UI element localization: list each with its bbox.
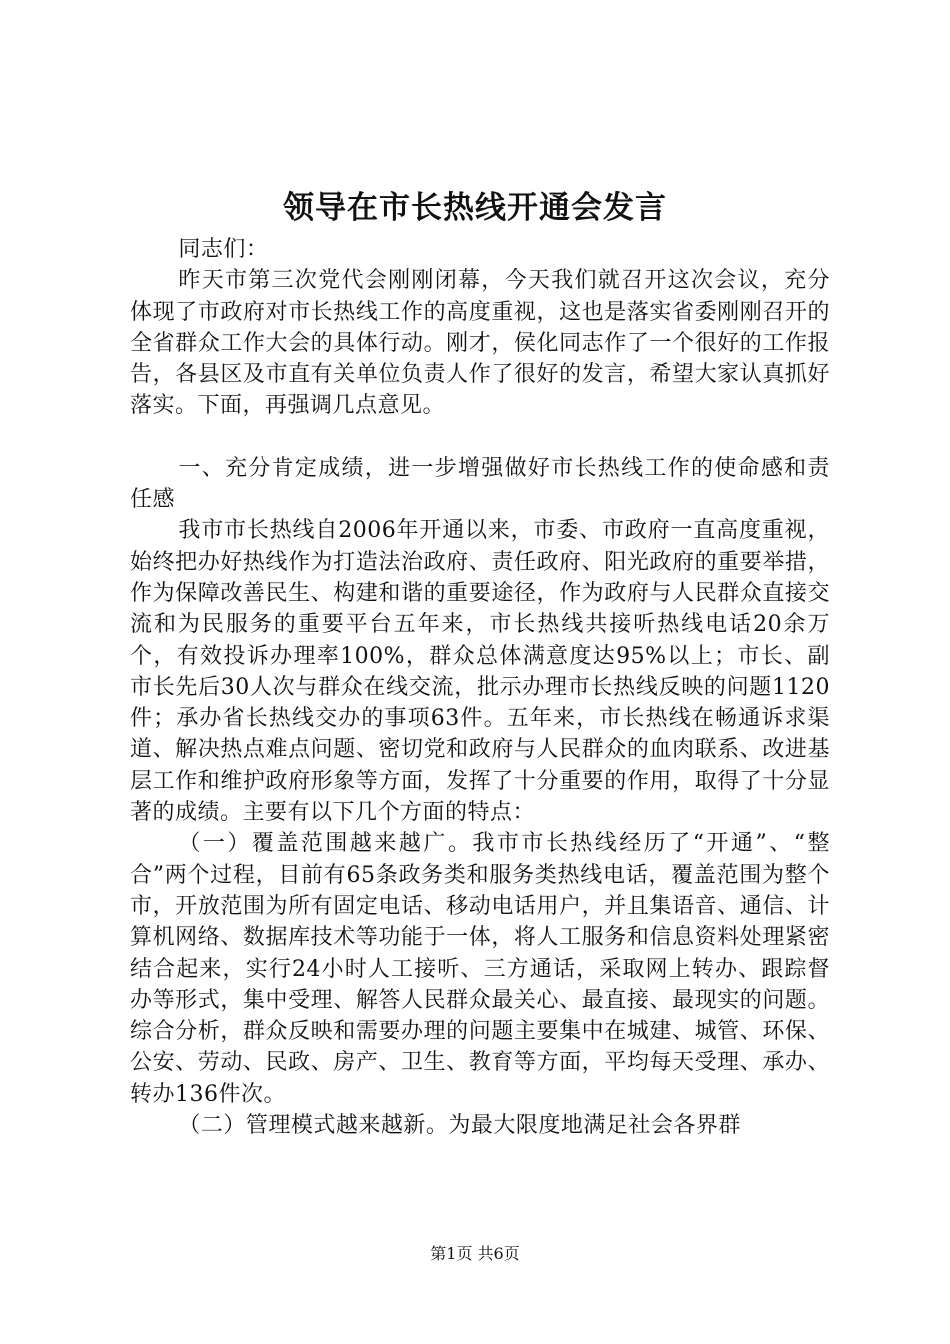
paragraph-achievements: 我市市长热线自2006年开通以来，市委、市政府一直高度重视，始终把办好热线作为打造法治政府、责任政府、阳光政府的重要举措，作为保障改善民生、构建和谐的重要途径，作为政府与人民群众直接交流和为民服务的重要平台五年来，市长热线共接听热线电话20余万个，有效投诉办理率100%，群众总体满意度达95%以上；市长、副市长先后30人次与群众在线交流，批示办理市长热线反映的问题1120件；承办省长热线交办的事项63件。五年来，市长热线在畅通诉求渠道、解决热点难点问题、密切党和政府与人民群众的血肉联系、改进基层工作和维护政府形象等方面，发挥了十分重要的作用，取得了十分显著的成绩。主要有以下几个方面的特点： xyxy=(130,518,830,826)
section-heading-1: 一、充分肯定成绩，进一步增强做好市长热线工作的使命感和责任感 xyxy=(130,455,830,513)
paragraph-intro: 昨天市第三次党代会刚刚闭幕，今天我们就召开这次会议，充分体现了市政府对市长热线工作的高度重视，这也是落实省委刚刚召开的全省群众工作大会的具体行动。刚才，侯化同志作了一个很好的工作报告，各县区及市直有关单位负责人作了很好的发言，希望大家认真抓好落实。下面，再强调几点意见。 xyxy=(130,268,830,419)
paragraph-coverage: （一）覆盖范围越来越广。我市市长热线经历了“开通”、“整合”两个过程，目前有65条政务类和服务类热线电话，覆盖范围为整个市，开放范围为所有固定电话、移动电话用户，并且集语音、通信、计算机网络、数据库技术等功能于一体，将人工服务和信息资料处理紧密结合起来，实行24小时人工接听、三方通话，采取网上转办、跟踪督办等形式，集中受理、解答人民群众最关心、最直接、最现实的问题。综合分析，群众反映和需要办理的问题主要集中在城建、城管、环保、公安、劳动、民政、房产、卫生、教育等方面，平均每天受理、承办、转办136件次。 xyxy=(130,831,830,1107)
paragraph-salutation: 同志们： xyxy=(178,237,269,262)
document-title: 领导在市长热线开通会发言 xyxy=(283,190,667,226)
document-body xyxy=(130,234,830,1141)
paragraph-management: （二）管理模式越来越新。为最大限度地满足社会各界群 xyxy=(178,1113,741,1139)
page-footer: 第1页 共6页 xyxy=(430,1244,520,1263)
